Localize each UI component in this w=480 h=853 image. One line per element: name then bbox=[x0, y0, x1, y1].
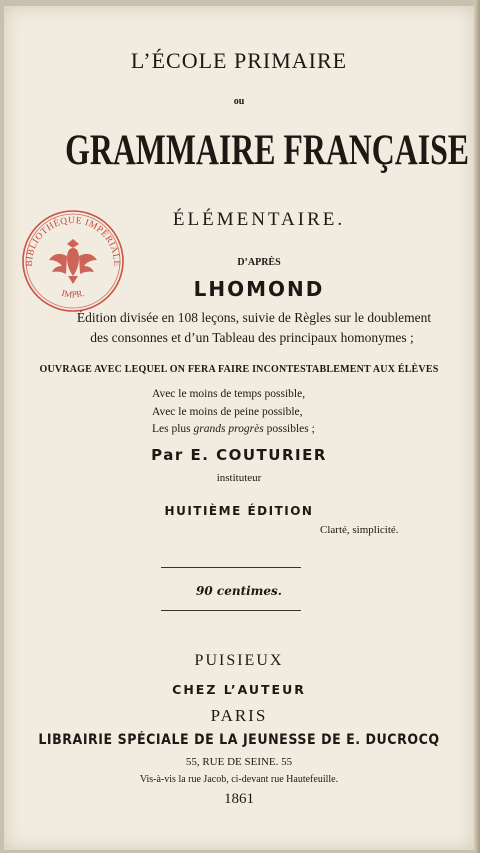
publication-year: 1861 bbox=[224, 791, 254, 807]
description-line-2: des consonnes et d’un Tableau des principaux homonymes ; bbox=[90, 330, 414, 345]
benefit-line-3-suffix: possibles ; bbox=[263, 423, 315, 435]
price: 90 centimes. bbox=[196, 584, 282, 598]
publisher-author: CHEZ L’AUTEUR bbox=[172, 682, 306, 697]
motto: Clarté, simplicité. bbox=[320, 524, 399, 536]
page-edge bbox=[474, 0, 480, 853]
divider-bottom bbox=[161, 610, 301, 611]
conjunction: ou bbox=[233, 96, 245, 107]
main-title: GRAMMAIRE FRANÇAISE bbox=[65, 127, 470, 174]
description-line-1: Édition divisée en 108 leçons, suivie de Règles sur le doublement bbox=[76, 310, 432, 325]
address-street: 55, RUE DE SEINE. 55 bbox=[185, 756, 293, 768]
stamp-text-top: BIBLIOTHÈQUE IMPÉRIALE bbox=[24, 215, 122, 267]
publisher-ducrocq: LIBRAIRIE SPÉCIALE DE LA JEUNESSE DE E. DUCROCQ bbox=[38, 732, 440, 748]
svg-text:IMPR. bbox=[60, 288, 85, 300]
author-line: Par E. COUTURIER bbox=[151, 446, 327, 464]
subtitle: ÉLÉMENTAIRE. bbox=[172, 209, 346, 230]
benefit-line-3-prefix: Les plus bbox=[152, 423, 194, 435]
divider-top bbox=[161, 567, 301, 568]
benefit-line-2: Avec le moins de peine possible, bbox=[152, 406, 303, 418]
benefit-line-3 bbox=[152, 423, 315, 435]
author-role: instituteur bbox=[216, 472, 262, 484]
library-stamp bbox=[18, 206, 128, 316]
ouvrage-line: OUVRAGE AVEC LEQUEL ON FERA FAIRE INCONTESTABLEMENT AUX ÉLÈVES bbox=[39, 364, 439, 375]
stamp-text-bottom: IMPR. bbox=[60, 287, 86, 300]
edition-label: HUITIÈME ÉDITION bbox=[164, 504, 314, 518]
address-note: Vis-à-vis la rue Jacob, ci-devant rue Hautefeuille. bbox=[139, 774, 339, 785]
benefit-line-1: Avec le moins de temps possible, bbox=[152, 388, 306, 400]
eagle-emblem-icon bbox=[49, 239, 97, 284]
source-author: LHOMOND bbox=[193, 277, 325, 301]
place-puisieux: PUISIEUX bbox=[194, 652, 284, 669]
title-page bbox=[4, 6, 474, 850]
benefit-line-3-italic: grands progrès bbox=[193, 423, 264, 435]
place-paris: PARIS bbox=[210, 706, 268, 725]
series-title: L’ÉCOLE PRIMAIRE bbox=[130, 48, 348, 73]
after-label: D’APRÈS bbox=[237, 257, 281, 268]
